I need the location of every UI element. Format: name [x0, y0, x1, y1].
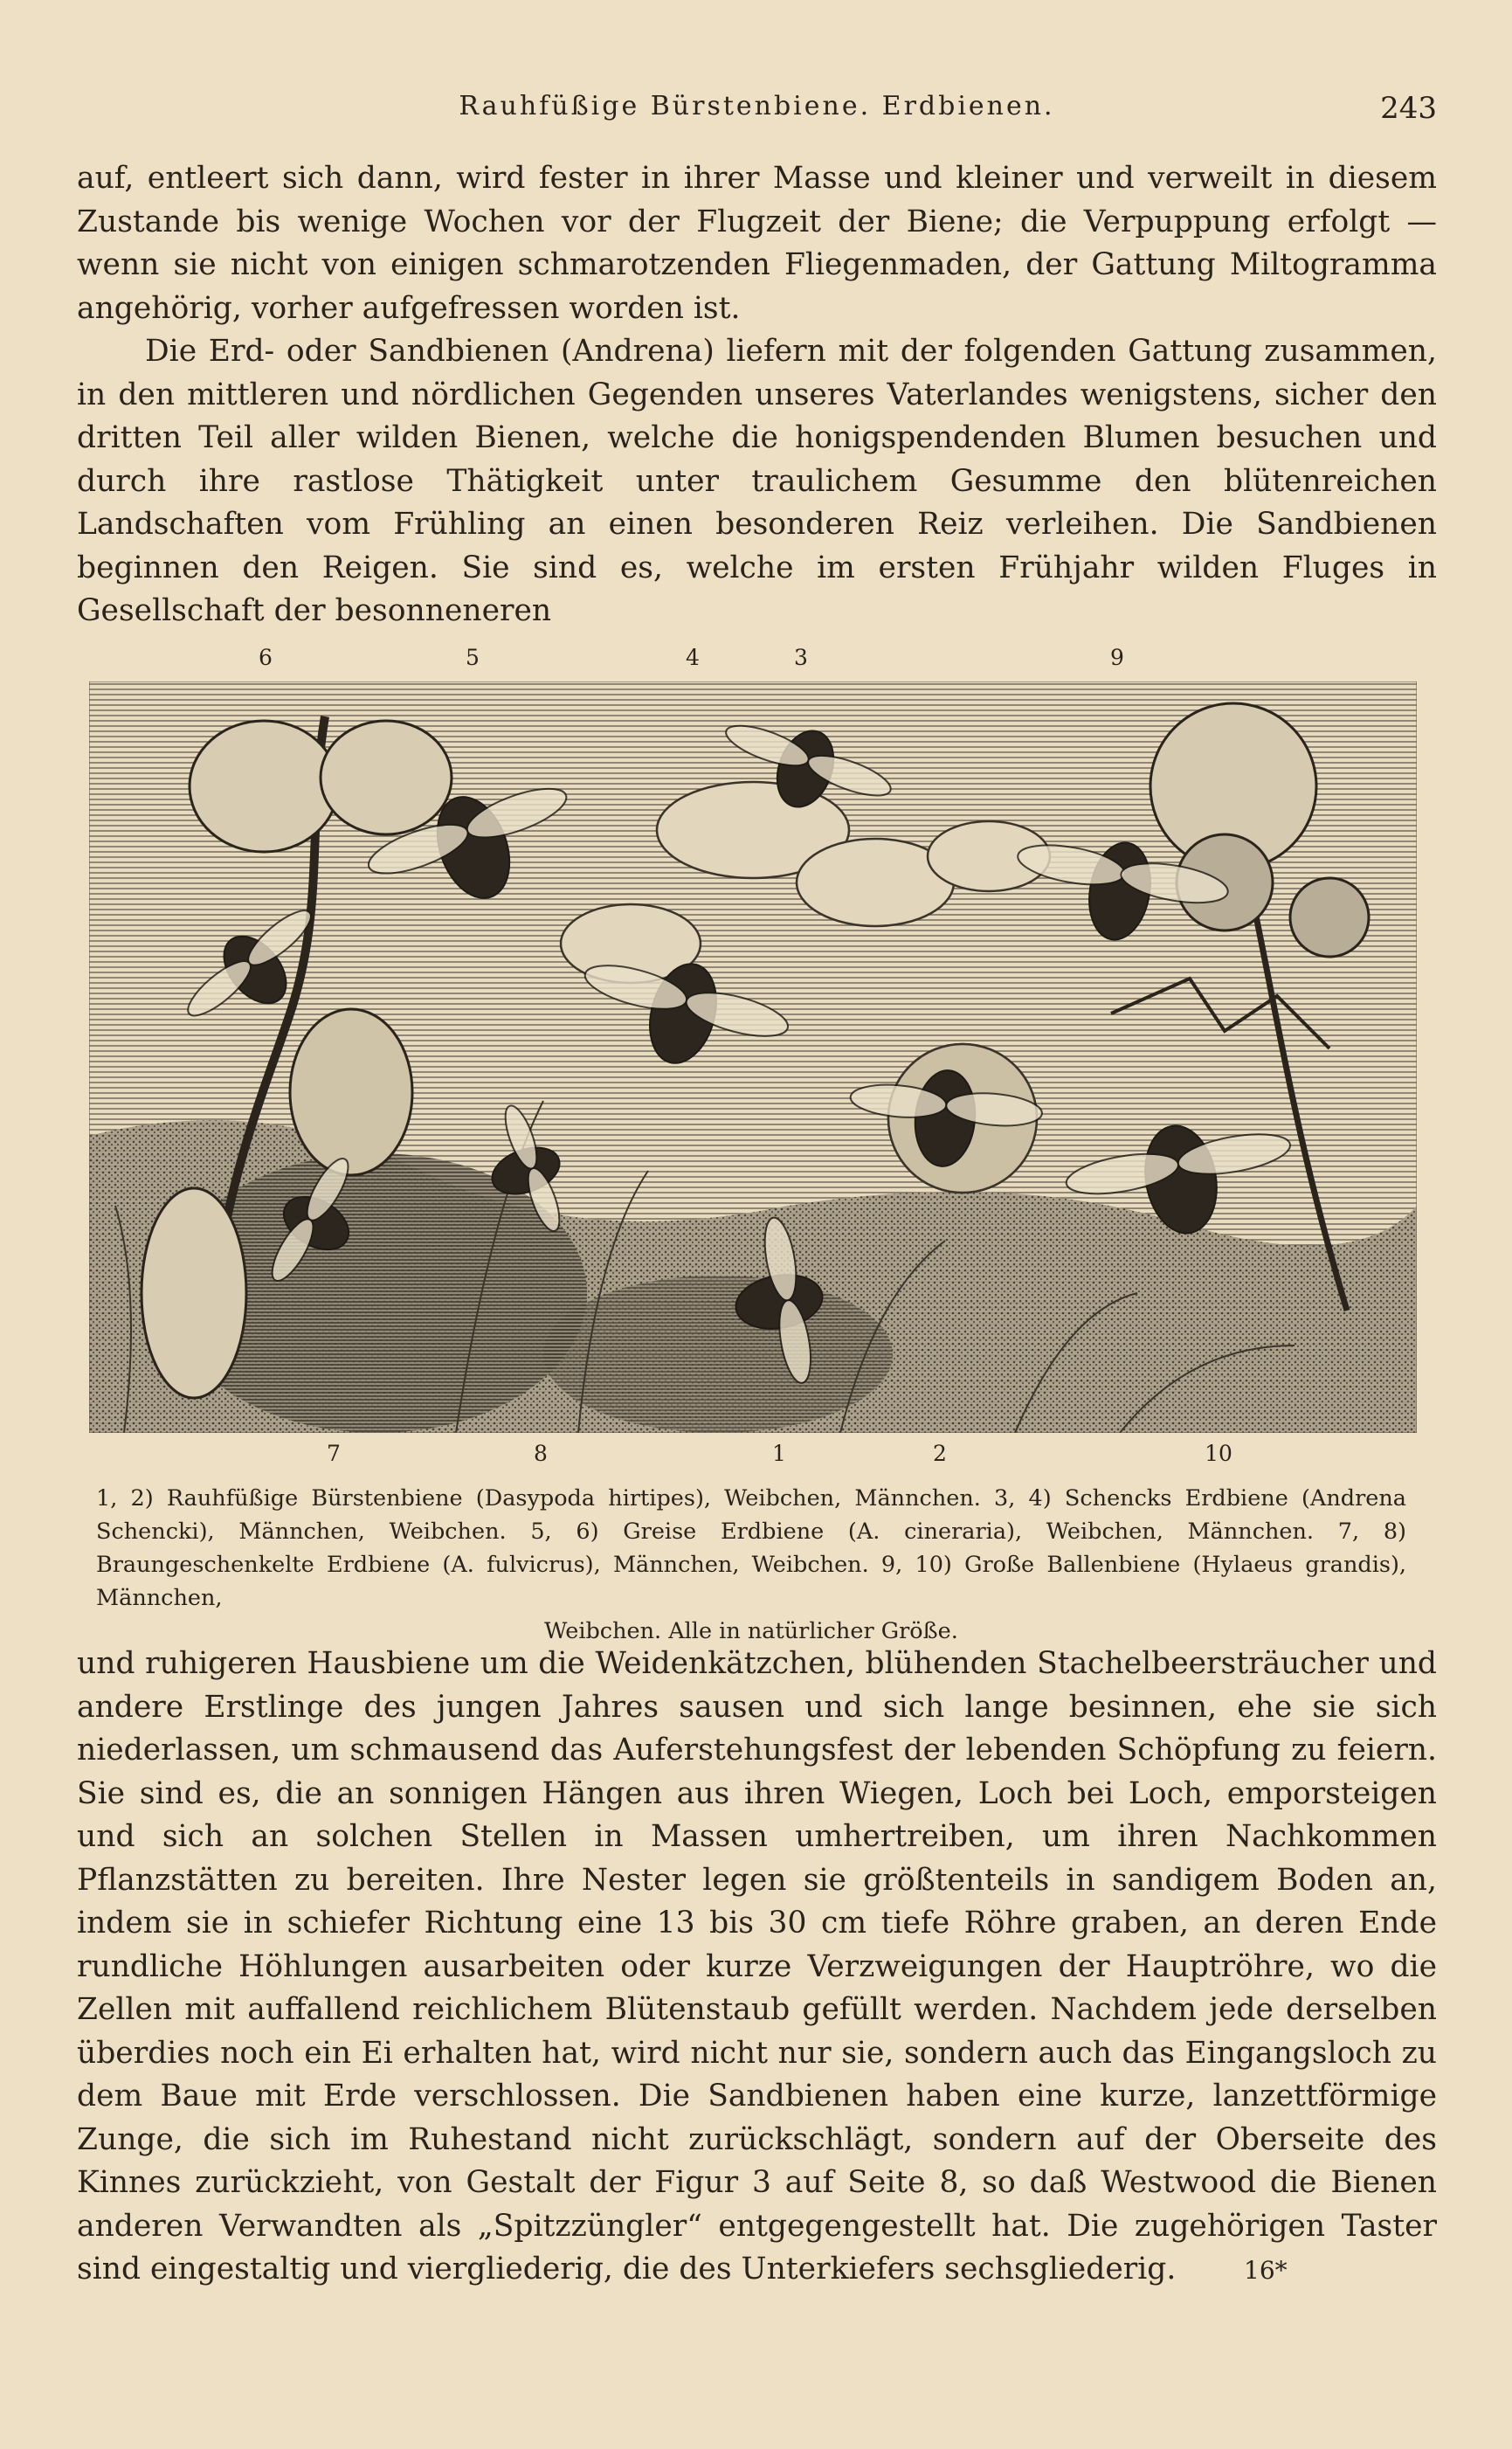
caption-text: 1, 2) Rauhfüßige Bürstenbiene (Dasypoda hirtipes), Weibchen, Männchen. 3, 4) Schencks Erdbiene (Andrena Schencki), Männchen, Weibchen. 5, 6) Greise Erdbiene (A. cineraria), Weibchen, Männchen. 7, 8) Braungeschenkelte Erdbiene (A. fulvicrus), Männchen, Weibchen. 9, 10) Große Ballenbiene (Hylaeus grandis), Männchen, [96, 1485, 1406, 1611]
figure-caption [96, 1482, 1406, 1648]
figure-number: 5 [466, 645, 480, 670]
paragraph: und ruhigeren Hausbiene um die Weidenkätzchen, blühenden Stachelbeersträucher und andere Erstlinge des jungen Jahres sausen und sich lange besinnen, ehe sie sich niederlassen, um schmausend das Auferstehungsfest der lebenden Schöpfung zu feiern. Sie sind es, die an sonnigen Hängen aus ihren Wiegen, Loch bei Loch, emporsteigen und sich an solchen Stellen in Massen umhertreiben, um ihren Nachkommen Pflanzstätten zu bereiten. Ihre Nester legen sie größtenteils in sandigem Boden an, indem sie in schiefer Richtung eine 13 bis 30 cm tiefe Röhre graben, an deren Ende rundliche Höhlungen ausarbeiten oder kurze Verzweigungen der Hauptröhre, wo die Zellen mit auffallend reichlichem Blütenstaub gefüllt werden. Nachdem jede derselben überdies noch ein Ei erhalten hat, wird nicht nur sie, sondern auch das Eingangsloch zu dem Baue mit Erde verschlossen. Die Sandbienen haben eine kurze, lanzettförmige Zunge, die sich im Ruhestand nicht zurückschlägt, sondern auf der Oberseite des Kinnes zurückzieht, von Gestalt der Figur 3 auf Seite 8, so daß Westwood die Bienen anderen Verwandten als „Spitzzüngler“ entgegengestellt hat. Die zugehörigen Taster sind eingestaltig und viergliederig, die des Unterkiefers sechsgliederig. [77, 1646, 1437, 2286]
figure-number: 4 [686, 645, 700, 670]
page-number: 243 [1380, 91, 1437, 126]
top-text-block [77, 157, 1437, 633]
figure-number: 9 [1110, 645, 1124, 670]
figure-number: 7 [327, 1441, 341, 1466]
signature-mark: 16* [1244, 2256, 1288, 2285]
figure-bottom-numbers [0, 1441, 1512, 1476]
figure-number: 1 [772, 1441, 786, 1466]
figure-number: 10 [1205, 1441, 1232, 1466]
figure-number: 6 [259, 645, 273, 670]
figure-number: 8 [534, 1441, 548, 1466]
page-header [77, 91, 1437, 129]
caption-text-end: Weibchen. Alle in natürlicher Größe. [544, 1618, 958, 1644]
figure-number: 3 [794, 645, 808, 670]
bottom-text-block [77, 1643, 1437, 2292]
figure-top-numbers [0, 645, 1512, 680]
paragraph: auf, entleert sich dann, wird fester in ihrer Masse und kleiner und verweilt in diesem Zustande bis wenige Wochen vor der Flugzeit der Biene; die Verpuppung erfolgt — wenn sie nicht von einigen schmarotzenden Fliegenmaden, der Gattung Miltogramma angehörig, vorher aufgefressen worden ist. [77, 161, 1437, 326]
running-head: Rauhfüßige Bürstenbiene. Erdbienen. [459, 91, 1055, 121]
figure-number: 2 [933, 1441, 947, 1466]
bee-engraving-illustration [89, 681, 1417, 1433]
paragraph: Die Erd- oder Sandbienen (Andrena) liefern mit der folgenden Gattung zusammen, in den mittleren und nördlichen Gegenden unseres Vaterlandes wenigstens, sicher den dritten Teil aller wilden Bienen, welche die honigspendenden Blumen besuchen und durch ihre rastlose Thätigkeit unter traulichem Gesumme den blütenreichen Landschaften vom Frühling an einen besonderen Reiz verleihen. Die Sandbienen beginnen den Reigen. Sie sind es, welche im ersten Frühjahr wilden Fluges in Gesellschaft der besonneneren [77, 334, 1437, 628]
